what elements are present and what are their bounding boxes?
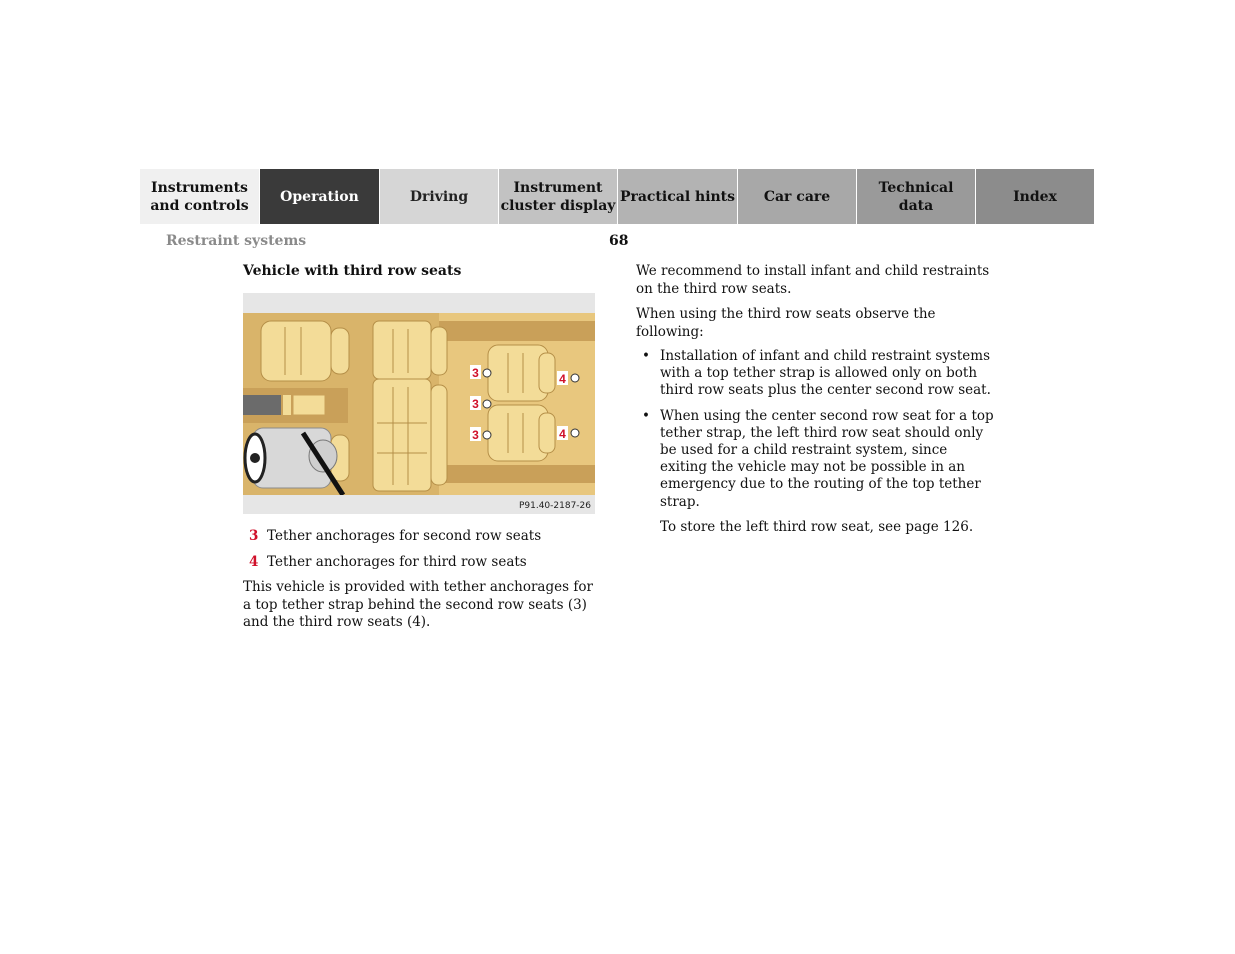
storage-note: To store the left third row seat, see page 126. xyxy=(660,518,974,535)
tab-instrument-cluster-display[interactable]: Instrument cluster display xyxy=(499,169,618,224)
tab-car-care[interactable]: Car care xyxy=(738,169,857,224)
tab-driving[interactable]: Driving xyxy=(380,169,499,224)
recommendation-paragraph: We recommend to install infant and child restraints on the third row seats. xyxy=(636,263,990,297)
instruction-list xyxy=(636,348,996,511)
section-title: Restraint systems xyxy=(166,233,307,249)
list-item: • When using the center second row seat for a top tether strap, the left third row seat should only be used for a child restraint system, since exiting the vehicle may not be possible in an emergency due to the routing of the top tether strap. xyxy=(636,408,996,511)
front-right-seat xyxy=(261,321,349,381)
second-row-bench xyxy=(373,321,447,491)
left-column xyxy=(243,263,603,632)
callout-3-bottom: 3 xyxy=(472,428,479,442)
tab-practical-hints[interactable]: Practical hints xyxy=(618,169,738,224)
callout-3-middle: 3 xyxy=(472,397,479,411)
tab-operation[interactable]: Operation xyxy=(260,169,380,224)
legend-number: 3 xyxy=(249,528,259,544)
tether-anchorage-paragraph: This vehicle is provided with tether anchorages for a top tether strap behind the second row seats (3) and the third row seats (4). xyxy=(243,579,593,630)
legend-text: Tether anchorages for third row seats xyxy=(267,553,527,570)
figure-code: P91.40-2187-26 xyxy=(518,501,591,511)
observe-paragraph: When using the third row seats observe the following: xyxy=(636,306,936,340)
list-item: • Installation of infant and child restraint systems with a top tether strap is allowed only on both third row seats plus the center second row seat. xyxy=(636,348,996,400)
legend-number: 4 xyxy=(249,553,259,570)
figure-legend xyxy=(243,528,603,571)
callout-4-bottom: 4 xyxy=(559,427,566,441)
seat-layout-diagram xyxy=(243,293,595,514)
legend-item xyxy=(243,528,603,546)
figure-heading: Vehicle with third row seats xyxy=(243,263,462,279)
tab-technical-data[interactable]: Technical data xyxy=(857,169,976,224)
callout-3-top: 3 xyxy=(472,366,479,380)
legend-text: Tether anchorages for second row seats xyxy=(267,528,542,544)
tab-instruments-and-controls[interactable]: Instruments and controls xyxy=(140,169,260,224)
right-column xyxy=(636,263,996,536)
legend-item xyxy=(243,554,603,572)
chapter-tab-bar xyxy=(140,169,1095,224)
callout-4-top: 4 xyxy=(559,372,566,386)
page-number: 68 xyxy=(609,233,629,249)
seat-layout-illustration xyxy=(243,293,595,514)
center-console xyxy=(243,395,281,415)
tab-index[interactable]: Index xyxy=(976,169,1095,224)
